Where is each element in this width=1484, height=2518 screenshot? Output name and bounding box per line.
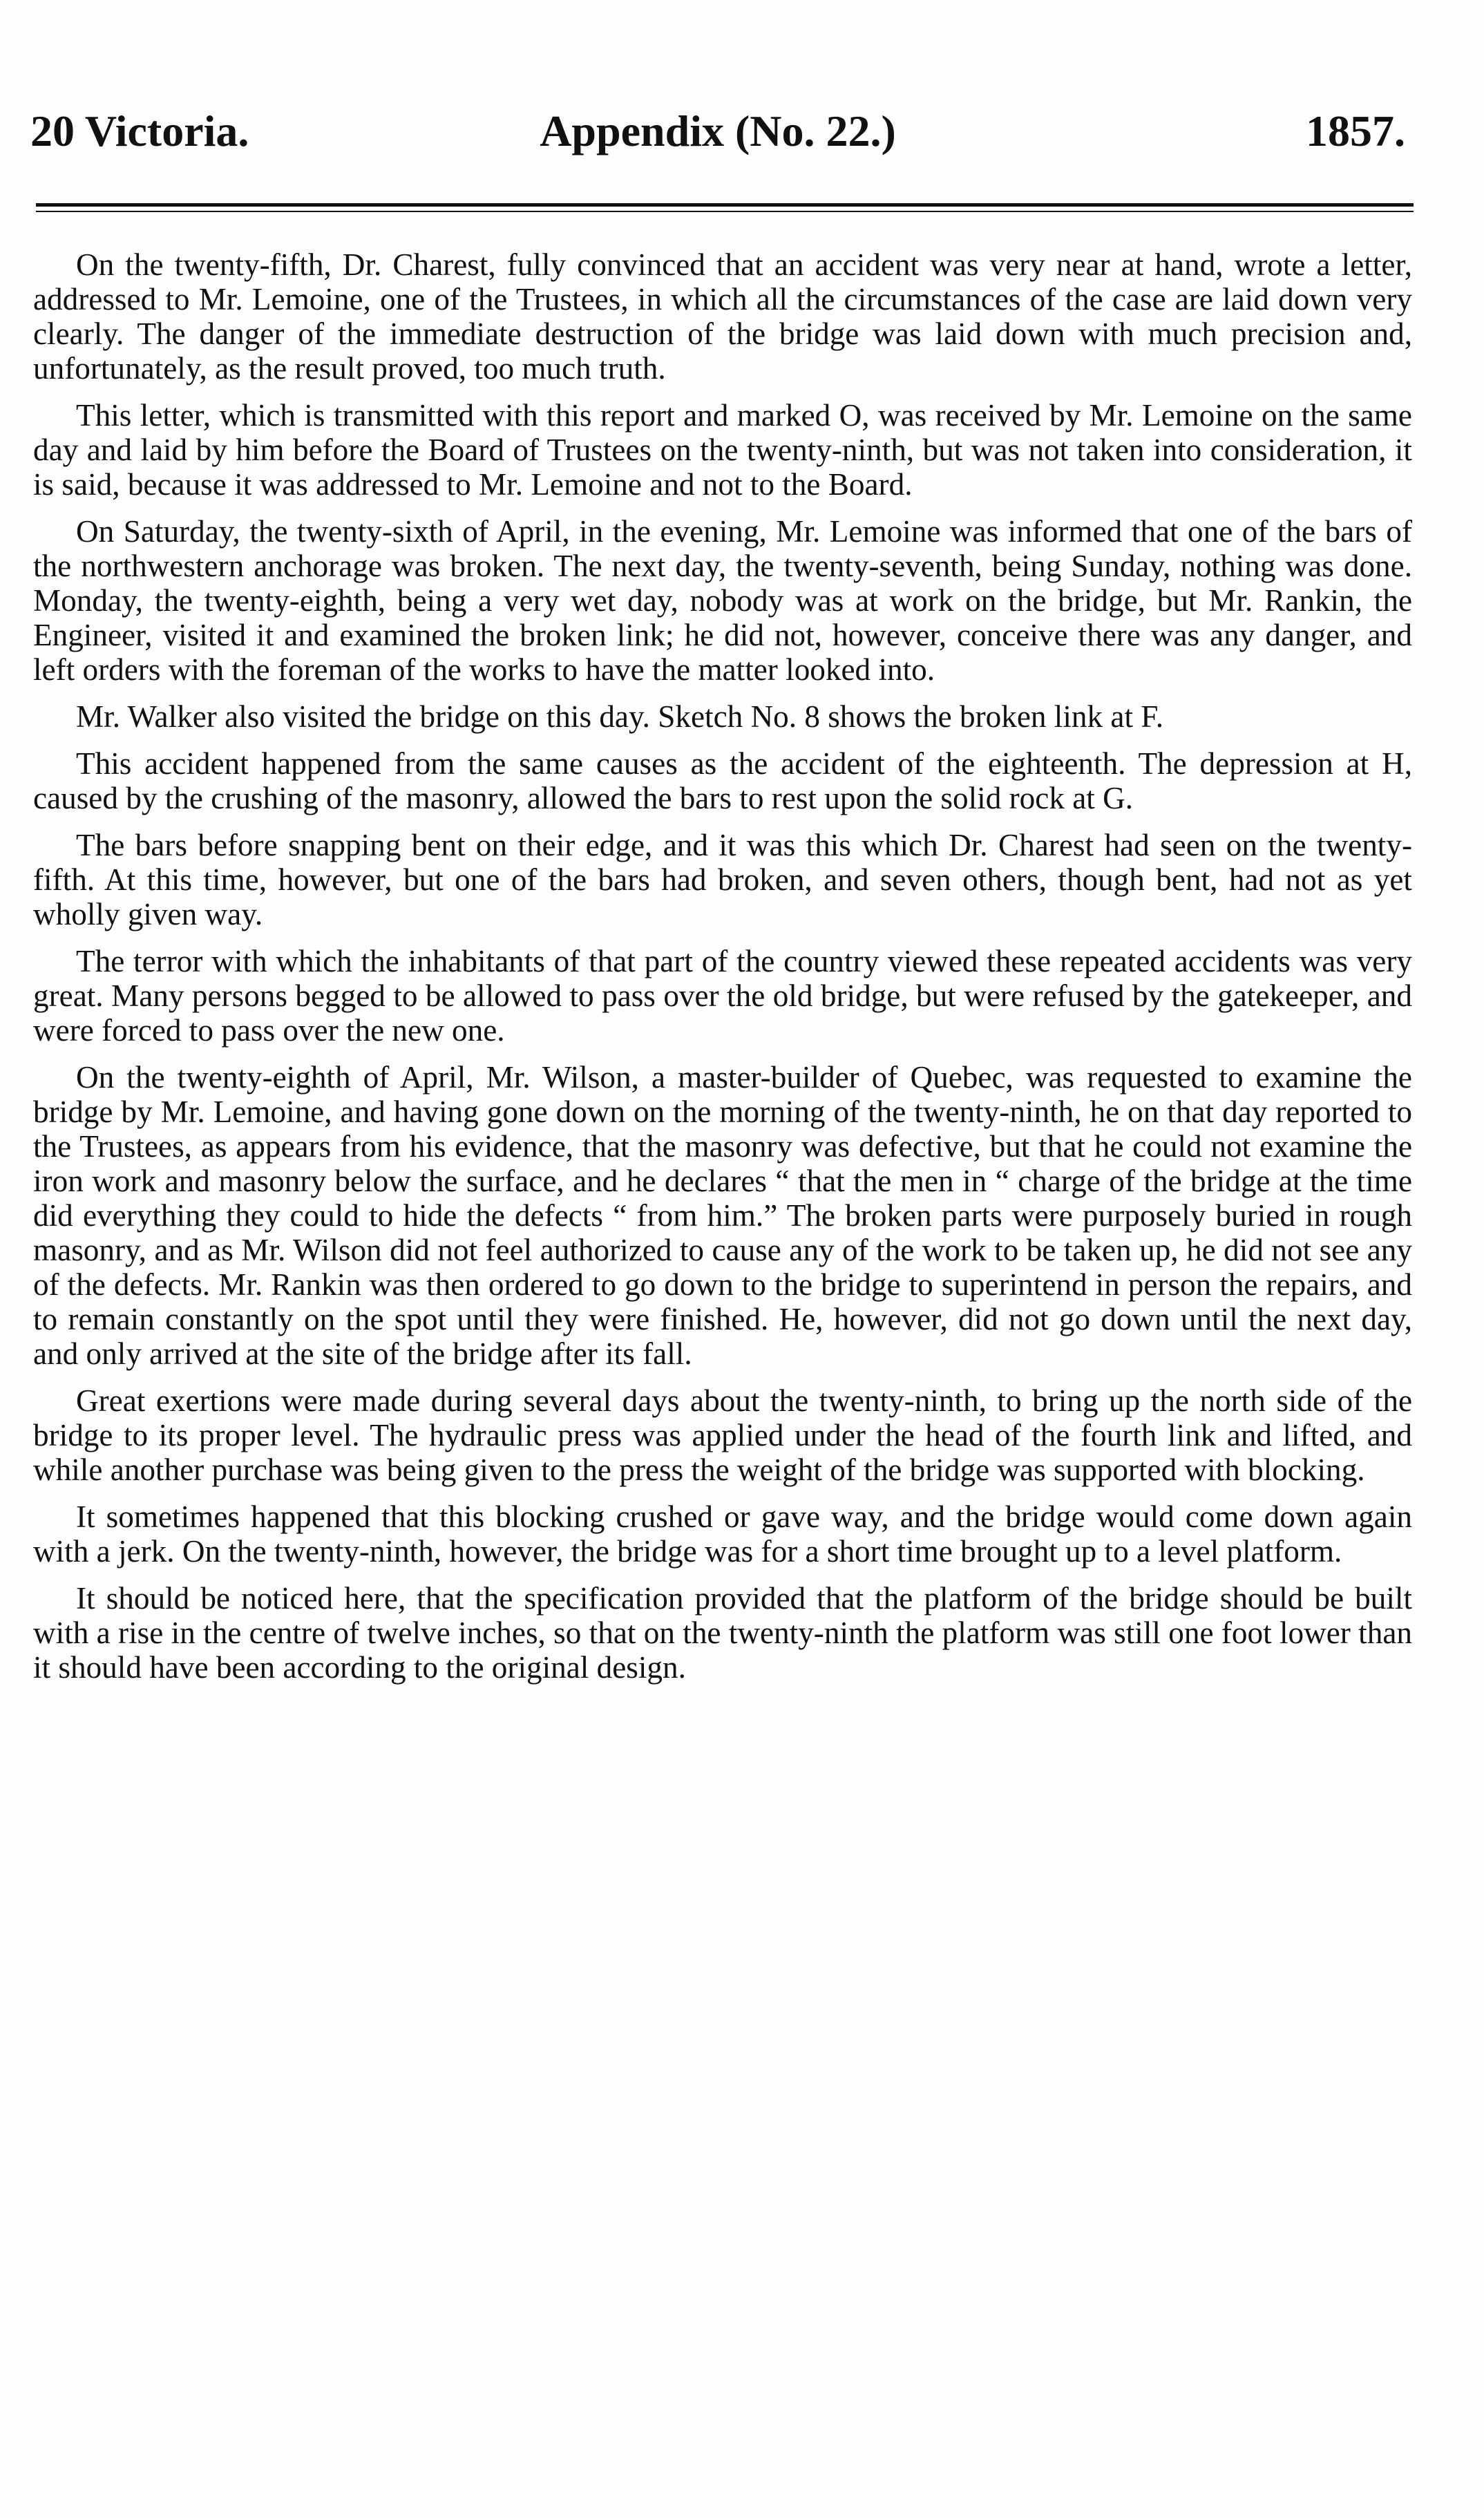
paragraph: Great exertions were made during several days about the twenty-ninth, to bring up the north side of the bridge to its proper level. The hydraulic press was applied under the head of the fourth link and lifted, and while another purchase was being given to the press the weight of the bridge was supported with blocking. [33, 1383, 1412, 1487]
header-rule-thin [36, 211, 1414, 212]
paragraph: On the twenty-fifth, Dr. Charest, fully convinced that an accident was very near at hand, wrote a letter, addressed to Mr. Lemoine, one of the Trustees, in which all the circumstances of the case are laid down very clearly. The danger of the immediate destruction of the bridge was laid down with much precision and, unfortunately, as the result proved, too much truth. [33, 247, 1412, 386]
header-year: 1857. [1306, 106, 1405, 155]
paragraph: The bars before snapping bent on their edge, and it was this which Dr. Charest had seen on the twenty-fifth. At this time, however, but one of the bars had broken, and seven others, though bent, had not as yet wholly given way. [33, 828, 1412, 931]
paragraph: On the twenty-eighth of April, Mr. Wilson, a master-builder of Quebec, was requested to examine the bridge by Mr. Lemoine, and having gone down on the morning of the twenty-ninth, he on that day reported to the Trustees, as appears from his evidence, that the masonry was defective, but that he could not examine the iron work and masonry below the surface, and he declares “ that the men in “ charge of the bridge at the time did everything they could to hide the defects “ from him.” The broken parts were purposely buried in rough masonry, and as Mr. Wilson did not feel authorized to cause any of the work to be taken up, he did not see any of the defects. Mr. Rankin was then ordered to go down to the bridge to superintend in person the repairs, and to remain constantly on the spot until they were finished. He, however, did not go down until the next day, and only arrived at the site of the bridge after its fall. [33, 1060, 1412, 1371]
paragraph: Mr. Walker also visited the bridge on this day. Sketch No. 8 shows the broken link at F. [76, 699, 1164, 734]
paragraph: The terror with which the inhabitants of that part of the country viewed these repeated accidents was very great. Many persons begged to be allowed to pass over the old bridge, but were refused by the gatekeeper, and were forced to pass over the new one. [33, 944, 1412, 1048]
header-rule-thick [36, 203, 1414, 207]
body-text [33, 247, 1412, 1697]
paragraph: It should be noticed here, that the specification provided that the platform of the bridge should be built with a rise in the centre of twelve inches, so that on the twenty-ninth the platform was still one foot lower than it should have been according to the original design. [33, 1581, 1412, 1685]
page-header [30, 93, 1405, 169]
header-appendix-title: Appendix (No. 22.) [540, 106, 896, 155]
header-session: 20 Victoria. [30, 106, 249, 155]
paragraph: It sometimes happened that this blocking crushed or gave way, and the bridge would come down again with a jerk. On the twenty-ninth, however, the bridge was for a short time brought up to a level platform. [33, 1499, 1412, 1569]
paragraph: On Saturday, the twenty-sixth of April, in the evening, Mr. Lemoine was informed that one of the bars of the northwestern anchorage was broken. The next day, the twenty-seventh, being Sunday, nothing was done. Monday, the twenty-eighth, being a very wet day, nobody was at work on the bridge, but Mr. Rankin, the Engineer, visited it and examined the broken link; he did not, however, conceive there was any danger, and left orders with the foreman of the works to have the matter looked into. [33, 514, 1412, 687]
paragraph: This accident happened from the same causes as the accident of the eighteenth. The depression at H, caused by the crushing of the masonry, allowed the bars to rest upon the solid rock at G. [33, 746, 1412, 815]
paragraph: This letter, which is transmitted with this report and marked O, was received by Mr. Lemoine on the same day and laid by him before the Board of Trustees on the twenty-ninth, but was not taken into consideration, it is said, because it was addressed to Mr. Lemoine and not to the Board. [33, 398, 1412, 502]
